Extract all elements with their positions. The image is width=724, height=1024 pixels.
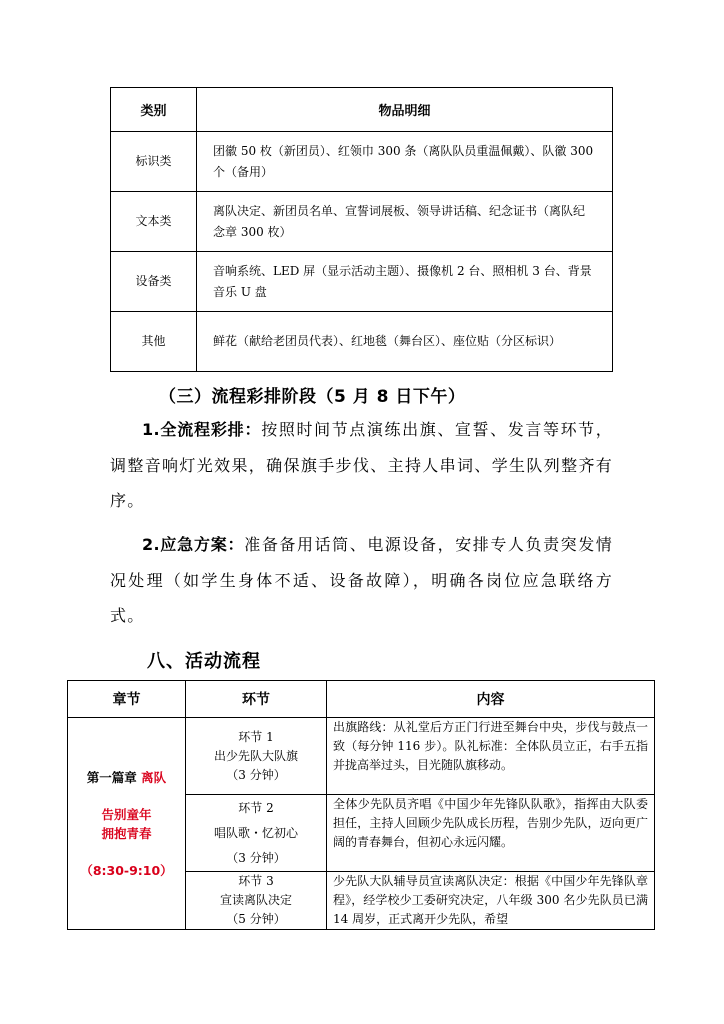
paragraph-label: 2.应急方案： — [142, 535, 245, 554]
paragraph-text: 准备备用话筒、电源设备，安排专人负责突发情况处理（如学生身体不适、设备故障），明确各岗位应急联络方式。 — [110, 535, 614, 626]
table-row — [111, 192, 613, 252]
step-cell — [186, 718, 327, 795]
chapter-title-prefix: 第一篇章 — [86, 769, 137, 785]
step-duration: （5 分钟） — [226, 912, 286, 926]
header-category: 类别 — [111, 88, 197, 132]
table-row — [111, 252, 613, 312]
header-detail: 物品明细 — [197, 88, 613, 132]
detail-cell: 离队决定、新团员名单、宣誓词展板、领导讲话稿、纪念证书（离队纪念章 300 枚） — [197, 192, 613, 252]
chapter-cell — [68, 718, 186, 930]
chapter-time: （8:30-9:10） — [80, 862, 173, 878]
chapter-subtitle: 告别童年 — [101, 806, 152, 822]
step-name: 环节 3 — [238, 874, 274, 888]
section-heading: 八、活动流程 — [147, 651, 261, 672]
category-cell: 标识类 — [111, 132, 197, 192]
table-header-row — [68, 681, 655, 718]
step-title: 出少先队大队旗 — [213, 748, 298, 763]
chapter-title — [68, 768, 185, 787]
chapter-title-highlight: 离队 — [141, 769, 167, 785]
content-cell: 全体少先队员齐唱《中国少年先锋队队歌》，指挥由大队委担任，主持人回顾少先队成长历程，告别少先队，迈向更广阔的青春舞台，但初心永远闪耀。 — [327, 795, 655, 872]
paragraph-label: 1.全流程彩排： — [142, 420, 262, 439]
table-row — [68, 718, 655, 795]
content-cell: 出旗路线：从礼堂后方正门行进至舞台中央，步伐与鼓点一致（每分钟 116 步）。队礼标准：全体队员立正，右手五指并拢高举过头，目光随队旗移动。 — [327, 718, 655, 795]
table-row — [111, 312, 613, 372]
step-duration: （3 分钟） — [226, 767, 286, 782]
materials-table — [110, 87, 613, 372]
table-header-row — [111, 88, 613, 132]
step-cell — [186, 872, 327, 930]
table-row — [111, 132, 613, 192]
step-name: 环节 2 — [238, 800, 274, 815]
header-chapter: 章节 — [68, 681, 186, 718]
detail-cell: 音响系统、LED 屏（显示活动主题）、摄像机 2 台、照相机 3 台、背景音乐 U 盘 — [197, 252, 613, 312]
category-cell: 文本类 — [111, 192, 197, 252]
header-step: 环节 — [186, 681, 327, 718]
chapter-subtitle: 拥抱青春 — [101, 825, 152, 841]
step-title: 宣读离队决定 — [219, 893, 292, 907]
content-cell: 少先队大队辅导员宣读离队决定：根据《中国少年先锋队章程》，经学校少工委研究决定，八年级 300 名少先队员已满 14 周岁，正式离开少先队，希望 — [327, 872, 655, 930]
section-heading: （三）流程彩排阶段（5 月 8 日下午） — [159, 387, 466, 407]
paragraph-emergency — [110, 527, 613, 634]
detail-cell: 团徽 50 枚（新团员）、红领巾 300 条（离队队员重温佩戴）、队徽 300 个（备用） — [197, 132, 613, 192]
step-name: 环节 1 — [238, 729, 274, 744]
paragraph-rehearsal — [110, 412, 613, 519]
category-cell: 其他 — [111, 312, 197, 372]
header-content: 内容 — [327, 681, 655, 718]
detail-cell: 鲜花（献给老团员代表）、红地毯（舞台区）、座位贴（分区标识） — [197, 312, 613, 372]
activity-flow-table — [67, 680, 655, 930]
step-cell — [186, 795, 327, 872]
category-cell: 设备类 — [111, 252, 197, 312]
paragraph-text: 按照时间节点演练出旗、宣誓、发言等环节，调整音响灯光效果，确保旗手步伐、主持人串词、学生队列整齐有序。 — [110, 420, 613, 511]
step-duration: （3 分钟） — [226, 850, 286, 865]
step-title: 唱队歌・忆初心 — [213, 825, 298, 840]
